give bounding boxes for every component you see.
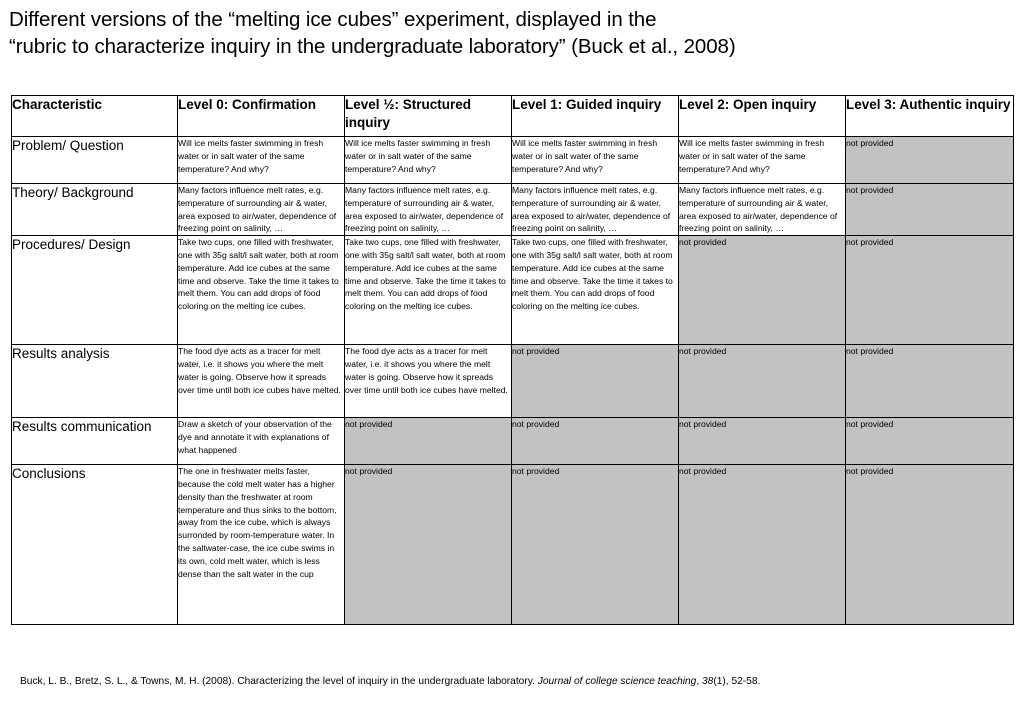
title-line-1: Different versions of the “melting ice cubes” experiment, displayed in the — [9, 8, 657, 31]
not-provided-cell: not provided — [345, 418, 512, 465]
row-label: Theory/ Background — [12, 184, 178, 236]
citation — [20, 676, 1010, 687]
not-provided-cell: not provided — [345, 465, 512, 625]
citation-issue-pages: (1), 52-58. — [713, 676, 761, 687]
table-cell: Will ice melts faster swimming in fresh water or in salt water of the same temperature? And why? — [679, 137, 846, 184]
header-level-3: Level 3: Authentic inquiry — [846, 96, 1014, 137]
not-provided-cell: not provided — [679, 345, 846, 418]
title-line-2: “rubric to characterize inquiry in the undergraduate laboratory” (Buck et al., 2008) — [9, 35, 736, 58]
not-provided-cell: not provided — [512, 465, 679, 625]
not-provided-cell: not provided — [512, 418, 679, 465]
table-cell: The food dye acts as a tracer for melt water, i.e. it shows you where the melt water is going. Observe how it spreads over time until both ice cubes have melted. — [178, 345, 345, 418]
row-label: Problem/ Question — [12, 137, 178, 184]
row-label: Results communication — [12, 418, 178, 465]
table-cell: Will ice melts faster swimming in fresh water or in salt water of the same temperature? And why? — [345, 137, 512, 184]
header-level-2: Level 2: Open inquiry — [679, 96, 846, 137]
table-row — [12, 418, 1014, 465]
header-characteristic: Characteristic — [12, 96, 178, 137]
table-row — [12, 236, 1014, 345]
not-provided-cell: not provided — [846, 236, 1014, 345]
not-provided-cell: not provided — [846, 465, 1014, 625]
citation-journal: Journal of college science teaching — [537, 676, 697, 687]
table-cell: Take two cups, one filled with freshwater, one with 35g salt/l salt water, both at room temperature. Add ice cubes at the same time and observe. Take the time it takes to melt them. You can add drops of food coloring on the melting ice cubes. — [345, 236, 512, 345]
not-provided-cell: not provided — [846, 345, 1014, 418]
table-cell: Many factors influence melt rates, e.g. temperature of surrounding air & water, area exposed to air/water, dependence of freezing point on salinity, … — [679, 184, 846, 236]
table-row — [12, 184, 1014, 236]
not-provided-cell: not provided — [679, 236, 846, 345]
citation-volume: 38 — [702, 676, 714, 687]
not-provided-cell: not provided — [846, 418, 1014, 465]
page-title — [9, 6, 1014, 60]
table-cell: Many factors influence melt rates, e.g. temperature of surrounding air & water, area exposed to air/water, dependence of freezing point on salinity, … — [345, 184, 512, 236]
table-cell: Take two cups, one filled with freshwater, one with 35g salt/l salt water, both at room temperature. Add ice cubes at the same time and observe. Take the time it takes to melt them. You can add drops of food coloring on the melting ice cubes. — [178, 236, 345, 345]
header-row — [12, 96, 1014, 137]
table-row — [12, 137, 1014, 184]
header-level-half: Level ½: Structured inquiry — [345, 96, 512, 137]
not-provided-cell: not provided — [846, 137, 1014, 184]
table-cell: The food dye acts as a tracer for melt water, i.e. it shows you where the melt water is going. Observe how it spreads over time until both ice cubes have melted. — [345, 345, 512, 418]
table-row — [12, 345, 1014, 418]
citation-authors: Buck, L. B., Bretz, S. L., & Towns, M. H. (2008). Characterizing the level of inquiry in the undergraduate laboratory. — [20, 676, 538, 687]
header-level-1: Level 1: Guided inquiry — [512, 96, 679, 137]
not-provided-cell: not provided — [679, 418, 846, 465]
not-provided-cell: not provided — [512, 345, 679, 418]
not-provided-cell: not provided — [679, 465, 846, 625]
row-label: Conclusions — [12, 465, 178, 625]
table-cell: Take two cups, one filled with freshwater, one with 35g salt/l salt water, both at room temperature. Add ice cubes at the same time and observe. Take the time it takes to melt them. You can add drops of food coloring on the melting ice cubes. — [512, 236, 679, 345]
header-level-0: Level 0: Confirmation — [178, 96, 345, 137]
table-cell: Many factors influence melt rates, e.g. temperature of surrounding air & water, area exposed to air/water, dependence of freezing point on salinity, … — [512, 184, 679, 236]
table-cell: Will ice melts faster swimming in fresh water or in salt water of the same temperature? And why? — [178, 137, 345, 184]
not-provided-cell: not provided — [846, 184, 1014, 236]
citation-comma: , — [696, 676, 702, 687]
table-cell: Draw a sketch of your observation of the dye and annotate it with explanations of what happened — [178, 418, 345, 465]
row-label: Results analysis — [12, 345, 178, 418]
inquiry-rubric-table — [11, 95, 1014, 625]
row-label: Procedures/ Design — [12, 236, 178, 345]
table-row — [12, 465, 1014, 625]
table-cell: The one in freshwater melts faster, because the cold melt water has a higher density than the freshwater at room temperature and thus sinks to the bottom, away from the ice cube, which is always surronded by room-temperature water. In the saltwater-case, the ice cube swims in its own, cold melt water, which is less dense than the salt water in the cup — [178, 465, 345, 625]
table-cell: Many factors influence melt rates, e.g. temperature of surrounding air & water, area exposed to air/water, dependence of freezing point on salinity, … — [178, 184, 345, 236]
table-cell: Will ice melts faster swimming in fresh water or in salt water of the same temperature? And why? — [512, 137, 679, 184]
